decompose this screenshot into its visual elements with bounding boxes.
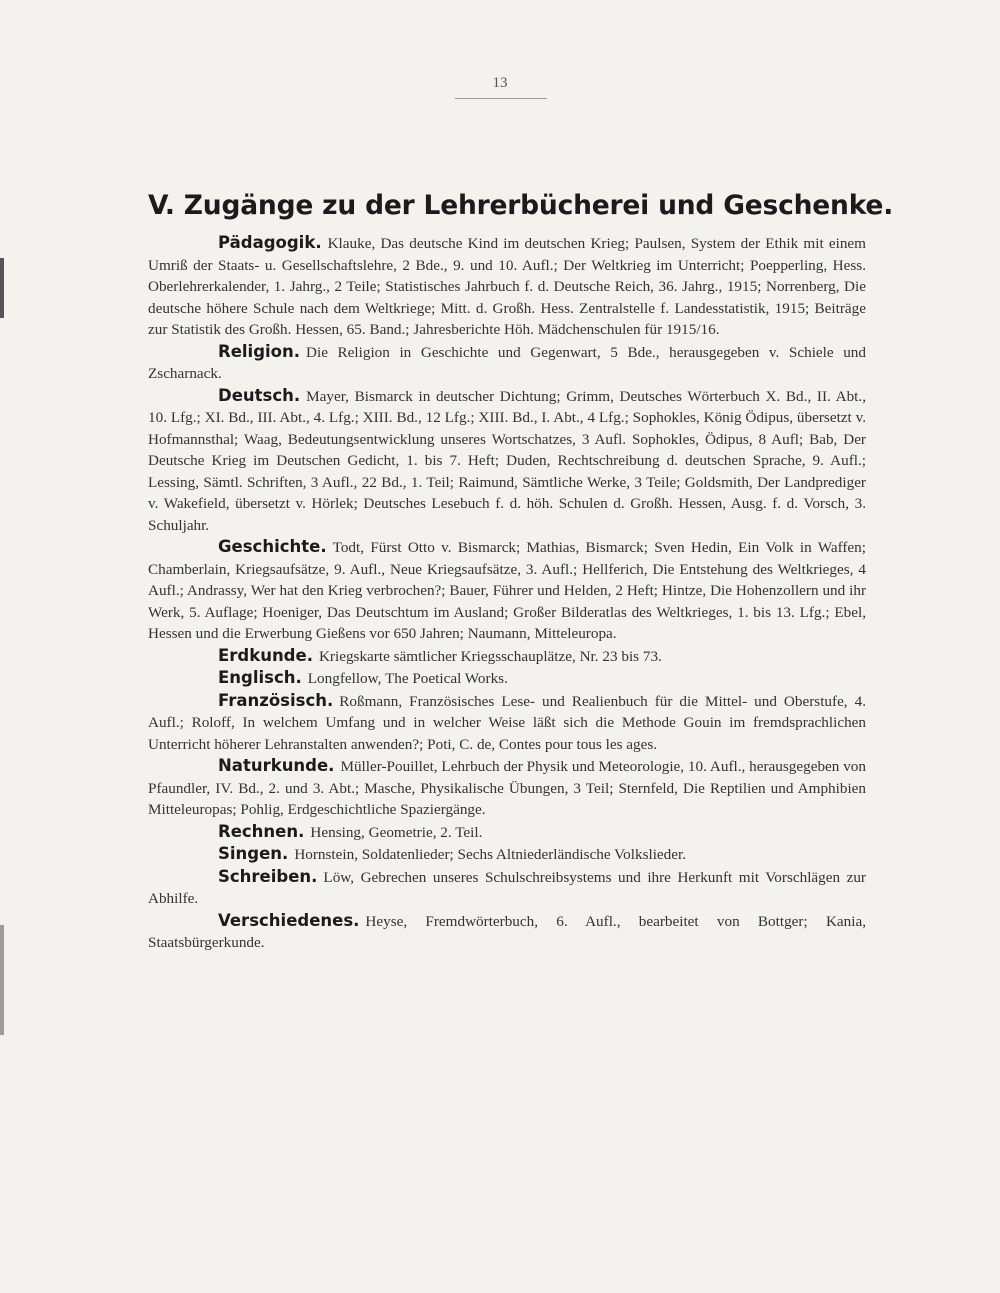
entry-religion xyxy=(148,341,866,385)
entry-verschiedenes xyxy=(148,910,866,954)
entry-text: Longfellow, The Poetical Works. xyxy=(307,670,508,687)
entry-paedagogik xyxy=(148,232,866,341)
subject-label: Rechnen. xyxy=(218,821,305,841)
section-heading: V. Zugänge zu der Lehrerbücherei und Geschenke. xyxy=(148,190,894,221)
subject-label: Geschichte. xyxy=(218,537,327,556)
subject-label: Singen. xyxy=(218,844,289,863)
binding-edge-mark xyxy=(0,925,4,1035)
subject-label: Schreiben. xyxy=(218,866,318,886)
subject-label: Pädagogik. xyxy=(218,233,322,252)
entry-text: Kriegskarte sämtlicher Kriegsschauplätze, Nr. 23 bis 73. xyxy=(318,647,662,665)
entry-englisch xyxy=(148,667,866,690)
entry-text: Roßmann, Französisches Lese- und Realienbuch für die Mittel- und Oberstufe, 4. Aufl.; Roloff, In welchem Umfang und in welcher Weise läßt sich die Methode Gouin im fremdsprachlichen Unterricht höherer Lehranstalten anwenden?; Poti, C. de, Contes pour tous les ages. xyxy=(148,692,866,753)
entry-deutsch xyxy=(148,385,866,537)
acquisitions-list xyxy=(148,232,866,954)
subject-label: Naturkunde. xyxy=(218,756,335,775)
subject-label: Englisch. xyxy=(218,668,302,687)
subject-label: Französisch. xyxy=(218,690,334,710)
entry-schreiben xyxy=(148,866,866,910)
entry-text: Die Religion in Geschichte und Gegenwart, 5 Bde., herausgegeben v. Schiele und Zscharnack. xyxy=(148,343,866,382)
subject-label: Erdkunde. xyxy=(218,645,313,665)
entry-naturkunde xyxy=(148,755,866,821)
entry-erdkunde xyxy=(148,645,866,668)
entry-text: Mayer, Bismarck in deutscher Dichtung; Grimm, Deutsches Wörterbuch X. Bd., II. Abt., 10. Lfg.; XI. Bd., III. Abt., 4. Lfg.; XIII. Bd., 12 Lfg.; XIII. Bd., I. Abt., 4 Lfg.; Sophokles, König Ödipus, übersetzt v. Hofmannsthal; Waag, Bedeutungsentwicklung unseres Wortschatzes, 3 Aufl. Sophokles, Ödipus, 8 Aufl; Bab, Der Deutsche Krieg im Deutschen Gedicht, 1. bis 7. Heft; Duden, Rechtschreibung d. deutschen Sprache, 9. Aufl.; Lessing, Sämtl. Schriften, 3 Aufl., 22 Bd., 1. Teil; Raimund, Sämtliche Werke, 3 Teile; Goldsmith, Der Landprediger v. Wakefield, übersetzt v. Hörlek; Deutsches Lesebuch f. d. höh. Schulen d. Großh. Hessen, Ausg. f. d. Vorsch, 3. Schuljahr. xyxy=(148,387,866,534)
entry-text: Hensing, Geometrie, 2. Teil. xyxy=(310,823,483,841)
entry-text: Todt, Fürst Otto v. Bismarck; Mathias, Bismarck; Sven Hedin, Ein Volk in Waffen; Chamberlain, Kriegsaufsätze, 9. Aufl., Neue Kriegsaufsätze, 3. Aufl.; Hellferich, Die Entstehung des Weltkrieges, 4 Aufl.; Andrassy, Wer hat den Krieg verbrochen?; Bauer, Führer und Helden, 2 Heft; Hintze, Die Hohenzollern und ihr Werk, 5. Auflage; Hoeniger, Das Deutschtum im Ausland; Großer Bilderatlas des Weltkrieges, 1. bis 13. Lfg.; Ebel, Hessen und die Erwerbung Gießens vor 650 Jahren; Naumann, Mitteleuropa. xyxy=(148,539,866,642)
entry-text: Löw, Gebrechen unseres Schulschreibsystems und ihre Herkunft mit Vorschlägen zur Abhilfe. xyxy=(148,868,866,907)
subject-label: Deutsch. xyxy=(218,385,301,405)
entry-rechnen xyxy=(148,821,866,844)
entry-franzoesisch xyxy=(148,690,866,756)
binding-edge-mark xyxy=(0,258,4,318)
entry-text: Hornstein, Soldatenlieder; Sechs Altniederländische Volkslieder. xyxy=(294,846,687,863)
entry-text: Heyse, Fremdwörterbuch, 6. Aufl., bearbeitet von Bottger; Kania, Staatsbürgerkunde. xyxy=(148,912,866,951)
page-number-rule xyxy=(455,98,547,99)
page-number: 13 xyxy=(492,75,508,91)
entry-singen xyxy=(148,843,866,866)
entry-geschichte xyxy=(148,536,866,645)
entry-text: Klauke, Das deutsche Kind im deutschen Krieg; Paulsen, System der Ethik mit einem Umriß der Staats- u. Gesellschaftslehre, 2 Bde., 9. und 10. Aufl.; Der Weltkrieg im Unterricht; Poepperling, Hess. Oberlehrerkalender, 1. Jahrg., 2 Teile; Statistisches Jahrbuch f. d. Deutsche Reich, 36. Jahrg., 1915; Norrenberg, Die deutsche höhere Schule nach dem Weltkriege; Mitt. d. Großh. Hess. Zentralstelle f. Landesstatistik, 1915; Beiträge zur Statistik des Großh. Hessen, 65. Band.; Jahresberichte Höh. Mädchenschulen für 1915/16. xyxy=(148,235,866,338)
subject-label: Verschiedenes. xyxy=(218,910,360,930)
subject-label: Religion. xyxy=(218,341,301,361)
entry-text: Müller-Pouillet, Lehrbuch der Physik und Meteorologie, 10. Aufl., herausgegeben von Pfaundler, IV. Bd., 2. und 3. Abt.; Masche, Physikalische Übungen, 3 Teil; Sternfeld, Die Reptilien und Amphibien Mitteleuropas; Pohlig, Erdgeschichtliche Spaziergänge. xyxy=(148,758,866,818)
